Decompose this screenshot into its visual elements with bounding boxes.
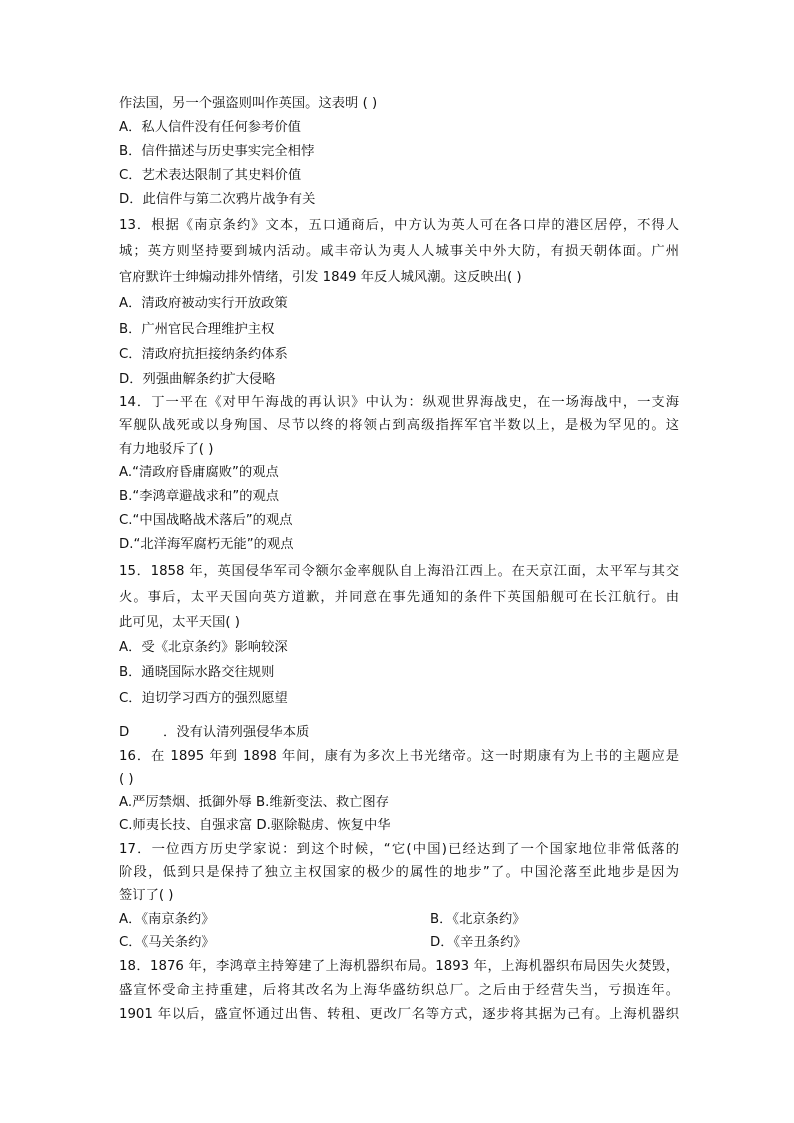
q17-option-a: A．《南京条约》: [119, 912, 215, 927]
q15-stem-line-3: 此可见，太平天国( ): [119, 615, 240, 630]
q15-option-a: A．受《北京条约》影响较深: [119, 640, 288, 655]
q18-stem-line-3: 1901 年以后，盛宣怀通过出售、转租、更改厂名等方式，逐步将其据为己有。上海机器织: [119, 1007, 679, 1022]
q16-stem-line-2: ( ): [119, 772, 134, 787]
q17-stem-line-3: 签订了( ): [119, 888, 174, 903]
q13-option-b: B．广州官民合理维护主权: [119, 322, 275, 337]
q12-option-c: C．艺术表达限制了其史料价值: [119, 168, 302, 183]
q14-option-a: A.“清政府昏庸腐败”的观点: [119, 465, 279, 480]
q14-stem-line-3: 有力地驳斥了( ): [119, 442, 214, 457]
q13-option-d: D．列强曲解条约扩大侵略: [119, 372, 276, 387]
q14-stem-line-2: 军舰队战死或以身殉国、尽节以终的将领占到高级指挥军官半数以上，是极为罕见的。这: [119, 418, 679, 433]
q14-option-c: C.“中国战略战术落后”的观点: [119, 513, 293, 528]
q13-stem-line-1: 13．根据《南京条约》文本，五口通商后，中方认为英人可在各口岸的港区居停，不得人: [119, 218, 679, 233]
q15-option-c: C．迫切学习西方的强烈愿望: [119, 691, 288, 706]
q12-option-a: A．私人信件没有任何参考价值: [119, 120, 301, 135]
q13-option-c: C．清政府抗拒接纳条约体系: [119, 347, 288, 362]
q17-stem-line-1: 17．一位西方历史学家说：到这个时候，“它(中国)已经达到了一个国家地位非常低落的: [119, 842, 679, 857]
q15-stem-line-2: 火。事后，太平天国向英方道歉，并同意在事先通知的条件下英国船舰可在长江航行。由: [119, 590, 679, 605]
q17-option-c: C．《马关条约》: [119, 935, 215, 950]
q16-options-cd: C.师夷长技、自强求富 D.驱除鞑虏、恢复中华: [119, 818, 391, 833]
q13-stem-line-2: 城；英方则坚持要到城内活动。咸丰帝认为夷人人城事关中外大防，有损天朝体面。广州: [119, 244, 679, 259]
q14-option-b: B.“李鸿章避战求和”的观点: [119, 489, 280, 504]
q12-stem-end: 作法国，另一个强盗则叫作英国。这表明 ( ): [119, 96, 378, 111]
q18-stem-line-1: 18．1876 年，李鸿章主持筹建了上海机器织布局。1893 年，上海机器织布局因失火焚毁，: [119, 959, 679, 974]
q14-stem-line-1: 14．丁一平在《对甲午海战的再认识》中认为：纵观世界海战史，在一场海战中，一支海: [119, 395, 679, 410]
q16-options-ab: A.严厉禁烟、抵御外辱 B.维新变法、救亡图存: [119, 795, 390, 810]
q13-option-a: A．清政府被动实行开放政策: [119, 296, 288, 311]
q17-option-b: B．《北京条约》: [430, 912, 526, 927]
q12-option-b: B．信件描述与历史事实完全相悖: [119, 144, 315, 159]
q15-option-d: D ．没有认清列强侵华本质: [119, 725, 310, 740]
q14-option-d: D.“北洋海军腐朽无能”的观点: [119, 537, 294, 552]
q15-option-b: B．通晓国际水路交往规则: [119, 665, 275, 680]
q15-stem-line-1: 15．1858 年，英国侵华军司令额尔金率舰队自上海沿江西上。在天京江面，太平军与其交: [119, 564, 679, 579]
q16-stem-line-1: 16．在 1895 年到 1898 年间，康有为多次上书光绪帝。这一时期康有为上书的主题应是: [119, 749, 679, 764]
q17-stem-line-2: 阶段，低到只是保持了独立主权国家的极少的属性的地步”了。中国沦落至此地步是因为: [119, 865, 679, 880]
q12-option-d: D．此信件与第二次鸦片战争有关: [119, 192, 316, 207]
q17-option-d: D．《辛丑条约》: [430, 935, 527, 950]
q18-stem-line-2: 盛宣怀受命主持重建，后将其改名为上海华盛纺织总厂。之后由于经营失当，亏损连年。: [119, 983, 679, 998]
q13-stem-line-3: 官府默许士绅煽动排外情绪，引发 1849 年反人城风潮。这反映出( ): [119, 270, 522, 285]
